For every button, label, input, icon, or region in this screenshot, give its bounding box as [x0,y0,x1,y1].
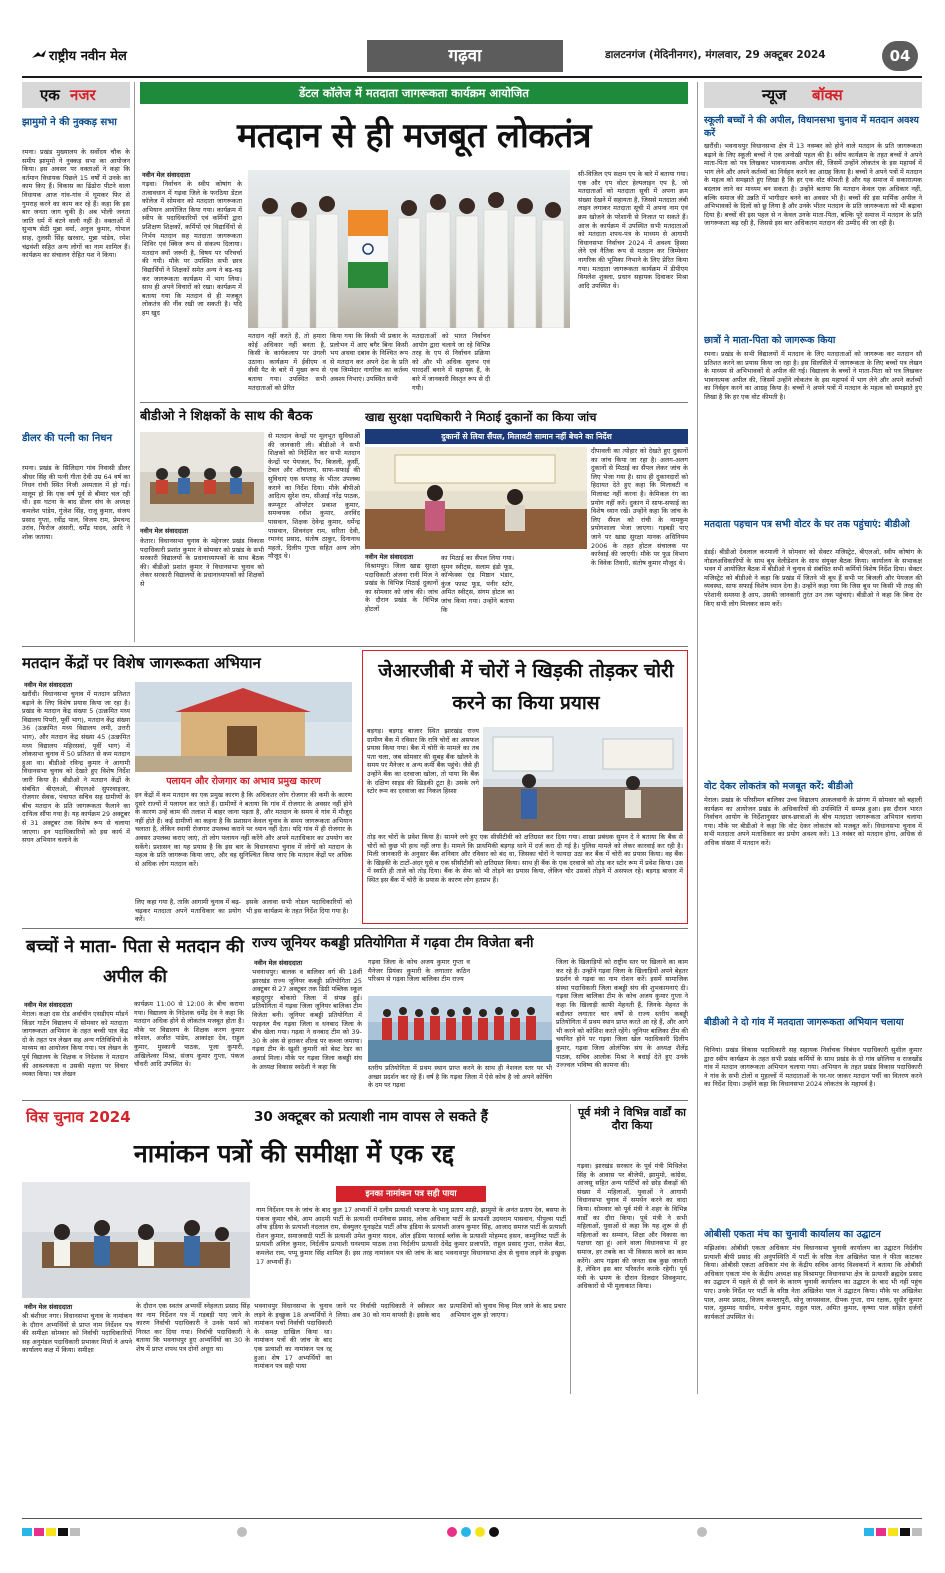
election-inner-box [256,1182,566,1298]
left-column-rule [134,82,135,642]
food-body1: विश्रामपुर। जिला खाद्य सुरक्षा पदाधिकारी अंजना रानी मिंज ने प्रखंड के विभिन्न मिठाई दुकानों का सोमवार को जांच की। जांच के दौरान प्रखंड के विभिन्न होटलों [365,562,438,613]
theft-headline: जेआरजीबी में चोरों ने खिड़की तोड़कर चोरी करने का किया प्रयास [378,660,674,714]
election-headline: नामांकन पत्रों की समीक्षा में एक रद्द [133,1139,455,1168]
right-s4-body: मेराल। प्रखंड के परिसीमन बालिका उच्च विद्यालय आकलवानी के प्रांगण में सोमवार को बहाली कार्यक्रम का आयोजन प्रखंड के अधिकारियों की उपस्थिति में सम्पन्न हुआ। इस दौरान भारत निर्वाचन आयोग के निर्देशानुसार छात्र-छात्राओं के बीच मतदाता जागरूकता अभियान चलाया गया। मौके पर बीडीओ ने कहा कि वोट देकर लोकतंत्र को मजबूत करें। विधानसभा चुनाव में सभी मतदाता अपने मताधिकार का प्रयोग अवश्य करें। 13 नवंबर को मतदान होगा, अधिक से अधिक संख्या में मतदान करें। [704,796,922,847]
campaign-box [135,774,352,898]
lead-headline: मतदान से ही मजबूत लोकतंत्र [236,116,592,156]
color-registration-strip [22,1524,922,1538]
footer-rule [22,1518,922,1519]
election-body3: भवनाथपुर विधानसभा के चुनाव लड़ने के इच्छुक 18 अभ्यर्थियों ने नामांकन पर्चा निर्वाची पदाधिकारी के समक्ष दाखिल किया था। नामांकन पत्रों की जांच के बाद एक प्रत्याशी का नामांकन पत्र रद्द हुआ। शेष 17 अभ्यर्थियों का नामांकन पत्र सही पाया [254,1302,332,1371]
election-byline: नवीन मेल संवाददाता [24,1303,73,1311]
lead-body-c3: मतदाताओं को भारत निर्वाचन आयोग द्वारा चलाये जा रहे विभिन्न तरह के एप से निर्वाचन प्रक्रिया को और भी अधिक सुलभ एवं पारदर्शी बनाने में सहायक हैं, के बारे में जानकारी विस्तृत रूप से दी गयी। [412,332,490,392]
campaign-photo [135,682,352,772]
campaign-box-body: इन केंद्रों में कम मतदान का एक प्रमुख कारण है कि अधिकतर लोग रोजगार की कमी के कारण दूसरे राज्यों में पलायन कर जाते हैं। ग्रामीणों ने बताया कि गांव में रोजगार के अवसर नहीं होने के कारण उन्हें काम की तलाश में बाहर जाना पड़ता है, और मतदान के समय वे गांव में मौजूद नहीं होते हैं। कई ग्रामीणों का कहना है कि प्रशासन केवल चुनाव के समय जागरूकता अभियान चलाता है, लेकिन स्थायी रोजगार उपलब्ध कराने पर ध्यान नहीं देता। यदि गांव में ही रोजगार के अवसर उपलब्ध कराए जाएं, तो लोग पलायन नहीं करेंगे और अपने मताधिकार का उपयोग कर सकेंगे। प्रशासन का यह प्रयास है कि इस बार के विधानसभा चुनाव में लोगों को मतदान के महत्व के प्रति जागरूक किया जाए, और वह सुनिश्चित किया जाए कि मतदान केंद्रों पर अधिक से अधिक लोग मतदान करें। [135,791,352,868]
election-body5: प्रत्याशियों को चुनाव चिन्ह मिल जाने के बाद प्रचार अभियान शुरू हो जाएगा। [450,1302,566,1319]
election-kicker: 30 अक्टूबर को प्रत्याशी नाम वापस ले सकते हैं [254,1109,488,1125]
kabaddi-body2: गढ़वा जिला के कोच अजय कुमार गुप्ता व मैनेजर प्रियंका कुमारी के लगातार कठिन परिश्रम से गढ़वा जिला बालिका टीम राज्य [368,958,470,984]
lead-photo [248,170,570,328]
dateline: डालटनगंज (मेदिनीनगर), मंगलवार, 29 अक्टूबर 2024 [605,49,826,61]
children-body2: कार्यक्रम 11:00 से 12:00 के बीच कराया गया। विद्यालय के निदेशक धर्मेंद्र देव ने कहा कि मतदान अधिक होने से लोकतंत्र मजबूत होता है। मौके पर विद्यालय के शिक्षक करण कुमार कोशल, अजीत पांडेय, आकांक्षा देव, राहुल कुमार, मुस्कानी पाठक, पूजा कुमारी, अखिलेश्वर मिश्रा, संजय कुमार गुप्ता, पंकज चौधरी आदि उपस्थित थे। [134,1000,244,1069]
children-headline: बच्चों ने माता- पिता से मतदान की अपील की [25,937,245,987]
lead-bottom-rule [140,402,688,403]
election-body4: जाने पर निर्वाची पदाधिकारी ने स्वीकार कर लिया। अब 30 को नाम वापसी है। इसके बाद [336,1302,446,1319]
news-box-label-a: न्यूज [762,86,787,104]
bdo-body2: से मतदान केन्द्रों पर मूलभूत सुविधाओं की जानकारी ली। बीडीओ ने सभी शिक्षकों को निर्देशित कर सभी मतदान केन्द्रों पर पेयजल, रैंप, बिजली, कुर्सी, टेबल और शौचालय, साफ-सफाई की सुविधाएं एक सप्ताह के भीतर उपलब्ध कराने का निर्देश दिया। मौके बीपीओ आदित्य सुरेश राम, सीआई नरेंद्र पाठक, कम्प्यूटर ऑपरेटर प्रकाश कुमार, समन्वयक रवीश कुमार, अरविंद पासवान, शिक्षक देवेन्द्र कुमार, धर्मेन्द्र पासवान, शिवनंदन राम, सरिता देवी, रमानंद प्रसाद, संतोष ठाकुर, दिनानाथ महतो, दिलीप गुप्ता सहित अन्य लोग मौजूद थे। [268,432,360,561]
right-column-rule [697,82,698,1394]
election-inner-title-band [336,1186,486,1202]
bird-icon [32,49,46,59]
lead-kicker-band [140,82,688,104]
election-top-rule [22,1100,688,1101]
campaign-headline: मतदान केंद्रों पर विशेष जागरूकता अभियान [22,654,261,672]
campaign-box-title: पलायन और रोजगार का अभाव प्रमुख कारण [166,776,321,787]
food-byline: नवीन मेल संवाददाता [365,553,414,561]
news-box-header [704,82,922,108]
left-story2-title: डीलर की पत्नी का निधन [22,433,113,444]
middle-band-rule [22,646,688,647]
right-s2-body: रमना। प्रखंड के सभी विद्यालयों में मतदान के लिए मतदाताओं को जागरूक कर मतदान सौ प्रतिशत करने का प्रयास किया जा रहा है। इस सिलसिले में जागरूकता के लिए बच्चों पत्र लेखन के माध्यम से अभिभावकों से अपील की गई। विद्यालय के बच्चों ने माता-पिता को पत्र लिखकर भावनात्मक अपील की, जिसमें उन्होंने लोकतंत्र के इस महापर्व में भाग लेने और अपने कर्तव्यों का निर्वहन करने का आग्रह किया है। बच्चों ने अपने पत्रों में मतदान के महत्व को समझाते हुए लिखा है कि हर एक वोट कीमती है। [704,350,922,401]
children-body1: मेराल। कक्षा दस रोड अर्वाचीन एसडीएम मॉडर्न किंडर गार्टेन विद्यालय में सोमवार को मतदाता जागरूकता अभियान के तहत बच्ची पात्र केंद्र दो के तहत पत्र लेखन सह अन्य गतिविधियों के माध्यम का आयोजन किया गया। पत्र लेखन के पूर्व विद्यालय के शिक्षक व निदेशक ने मतदान की आवश्यकता व उसकी महत्ता पर विचार व्यक्त किया। पत्र लेखन [22,1010,128,1079]
right-s3-body: डंडई। बीडीओ देवलाल करमाली ने सोमवार को सेक्टर मजिस्ट्रेट, बीएलओ, स्वीप कोषांग के नोडलअधिकारियों के साथ बूथ वेलीडेशन के साथ संयुक्त बैठक किया। कार्यालय के सभाकक्ष भवन में आयोजित बैठक में बीडीओ ने चुनाव से संबंधित सभी कर्मियों विशेष निर्देश दिया। सेक्टर मजिस्ट्रेट को बीडीओ ने कहा कि प्रखंड में जितने भी बूथ हैं सभी पर बिजली और पेयजल की व्यवस्था, साफ सफाई विशेष ध्यान देना है। उन्होंने कहा गया कि जिस बूथ पर किसी भी तरह की परेशानी समस्या है आप, उसकी जानकारी तुरंत उन तक पहुंचाएं। बीडीओ ने कहा कि बिना देर किए सभी लोग मिलकर काम करें। [704,548,922,608]
lead-byline: नवीन मेल संवाददाता [142,171,191,179]
election-inner-body: नाम निर्देशन पत्र के जांच के बाद कुल 17 अभ्यर्थी में दलीय प्रत्याशी भाजपा के भानु प्रताप शाही, झामुमो के अनंत प्रताप देव, बसपा के पंकज कुमार चौबे, आम आदमी पार्टी के प्रत्याशी रामनिवास प्रसाद, लोक अधिकार पार्टी के प्रत्याशी उदयराम पासवान, पीपुल्स पार्टी ऑफ इंडिया के प्रत्याशी नंदलाल राम, सेक्युलर यूनाइटेड पार्टी ऑफ इंडिया के प्रत्याशी अजय कुमार सिंह, आजाद समाज पार्टी के प्रत्याशी रोशन कुमार, समाजवादी पार्टी के प्रत्याशी उमेश कुमार यादव, ऑल इंडिया फारवर्ड ब्लॉक के प्रत्याशी मोहम्मद हसन, कम्युनिस्ट पार्टी के प्रत्याशी अनिल कुमार, निर्दलीय प्रत्याशी घनश्याम पाठक तथा निर्दलीय प्रत्याशी देवेंद्र कुमार प्रजापति, राहुल प्रसाद गुप्ता, राजेश बैठा, कमलेश राम, पप्पू कुमार सिंह शामिल हैं। इस तरह नामांकन पत्र की जांच के बाद भवनाथपुर विधानसभा क्षेत्र से चुनाव लड़ने के इच्छुक 17 अभ्यर्थी हैं। [256,1206,566,1266]
brand-logo [32,46,162,70]
right-s5-title: बीडीओ ने दो गांव में मतदाता जागरूकता अभियान चलाया [704,1017,904,1028]
kabaddi-body1: भवनाथपुर। बालक व बालिका वर्ग की 18वीं झारखंड राज्य जूनियर कबड्डी प्रतियोगिता 25 अक्टूबर से 27 अक्टूबर तक डिग्री पब्लिक स्कूल बहादुरपुर बोकारो जिला में संपन्न हुई। प्रतियोगिता में गढ़वा जिला जूनियर बालिका टीम विजेता बनी। जूनियर कबड्डी प्रतियोगिता में फाइनल मैच गढ़वा जिला व धनबाद जिला के बीच खेला गया। गढ़वा ने धनबाद टीम को 39-30 के अंक से हराकर शील्ड पर कब्जा जमाया। गढ़वा टीम के खुशी कुमारी को बेस्ट रेडर का अवार्ड मिला। मौके पर गढ़वा जिला कबड्डी संघ के अध्यक्ष विकास स्वदेशी ने कहा कि [252,968,362,1071]
theft-body-bottom: तोड़ कर चोरों के प्रवेश किया है। सामने लगे हुए एक सीसीटीवी को क्षतिग्रस्त कर दिया गया। शाखा प्रबंधक सुमन दे ने बताया कि बैंक से चोरों को कुछ भी हाथ नहीं लगा है। मामले कि प्राथमिकी बड़गड़ थाने में दर्ज करा दी गई है। पुलिस मामले को लेकर कारवाई कर रही है। मिली जानकारी के अनुसार बैंक शनिवार और रविवार को बंद था, जिसका चोरों ने फायदा उठा कर बैंक में चोरी का प्रयास किया। वह बैंक के खिड़की के टाटों-अंदर घुसे व एक सीसीटीवी को क्षतिग्रस्त किया। साथ ही बैंक के एक दरवाजे को तोड़ कर स्टोर रूम में प्रवेश किया। उस में स्वाति ही ताले को तोड़ दिया। बैंक के सेफ को भी तोड़ने का प्रयास किया, लेकिन चोर उसको तोड़ने में असफल रहे। बड़गड़ बाजार में स्थित इस बैंक में चोरी के प्रयास के कारण लोग हतप्रभ हैं। [367,833,683,884]
brand-name: राष्ट्रीय नवीन मेल [49,49,127,64]
food-kicker: दुकानों से लिया सैंपल, मिलावटी सामान नहीं बेचने का निर्देश [441,432,612,441]
page-number: 04 [882,41,918,71]
news-box-label-b: बॉक्स [812,86,843,104]
kabaddi-photo [368,996,552,1062]
ek-nazar-label-a: एक [40,86,60,104]
bdo-byline: नवीन मेल संवाददाता [140,527,189,535]
election-label-box [22,1104,170,1130]
right-s6-body: मझिआंव। ओबीसी एकता अधिकार मंच विधानसभा चुनावी कार्यालय का उद्घाटन निर्दलीय प्रत्याशी बीपी प्रसाद की अनुपस्थिति में पार्टी के वरिष्ठ नेता अखिलेश पाल ने फीता काटकर किया। ओबीसी एकता अधिकार मंच के केंद्रीय सचिव आनंद विश्वकर्मा ने बताया कि ओबीसी अधिकार एकता मंच के केंद्रीय अध्यक्ष सह विश्रामपुर विधानसभा क्षेत्र के प्रत्याशी ब्रह्मदेव प्रसाद का उद्घाटन में पहले से ही जाने के कारण चुनावी कार्यालय का उद्घाटन के बाद भी नहीं पहुंच पाए। उनके निर्देश पर पार्टी के वरिष्ठ नेता अखिलेश पाल ने उद्घाटन किया। मौके पर अखिलेश पाल, अमर प्रसाद, विजय कमलापुरी, सोनू जायसवाल, दीपक गुप्ता, राम रक्षक, सुधीर कुमार पाल, मुहम्मद यासीन, मनोज कुमार, राहुल पाल, अमित कुमार, कृष्णा पाल सहित दर्जनों कार्यकर्ता उपस्थित थे। [704,1244,922,1321]
bdo-headline: बीडीओ ने शिक्षकों के साथ की बैठक [140,409,313,424]
election-body1: श्री बंशीधर नगर। विधानसभा चुनाव के नामांकन के दौरान अभ्यर्थियों से प्राप्त नाम निर्देशन पत्र की समीक्षा सोमवार को निर्वाची पदाधिकारियों सह अनुमंडल पदाधिकारी प्रभाकर मिर्धा ने अपने कार्यालय कक्ष में किया। समीक्षा [22,1312,132,1355]
left-story2-body: रमना। प्रखंड के सिलिदाग गांव निवासी डीलर श्रीधर सिंह की पत्नी गीता देवी उम्र 64 वर्ष का निधन रांची स्थित निजी अस्पताल में हो गई। मालूम हो कि एक वर्ष पूर्व से बीमार चल रही थी। इस घटना के बाद डीलर संघ के अध्यक्ष कमलेश पांडेय, गुंजेश सिंह, राजू कुमार, संजय प्रसाद गुप्ता, रवींद्र पाल, विजय राम, प्रेमचन्द उरांव, फिरोज अंसारी, धर्मेंद्र यादव, आदि ने शोक जताया। [22,464,130,541]
kabaddi-body3: जिला के खिलाड़ियों को राष्ट्रीय स्तर पर खिलाने का काम कर रहे हैं। उन्होंने गढ़वा जिला के खिलाड़ियों अपने बेहतर प्रदर्शन से गढ़वा का नाम रोशन करें। इसमें सामाजिक संस्था पदाधिकारी जिला कबड्डी संघ की शुभकामनाएं दी। गढ़वा जिला बालिका टीम के कोच अजय कुमार गुप्ता ने कहा कि खिलाड़ी काफी मेहनती हैं, जिनके मेहनत के बदौलत लगातार चार वर्षों से राज्य स्तरीय कबड्डी प्रतियोगिता में प्रथम स्थान प्राप्त करते आ रहे हैं, और आगे भी करने को कोशिश करते रहेंगे। जूनियर बालिका टीम की चयनित होने पर गढ़वा जिला खेल पदाधिकारी दिलीप कुमार, गढ़वा जिला ओलंपिक संघ के अध्यक्ष शैलेंद्र पाठक, सचिव आलोक मिश्रा ने बधाई देते हुए उनके उज्ज्वल भविष्य की कामना की। [556,958,688,1070]
ex-minister-box [570,1104,688,1394]
kabaddi-body-under: स्तरीय प्रतियोगिता में प्रथम स्थान प्राप्त करने के साथ ही नेशनल स्तर पर भी अच्छा प्रदर्शन कर रहे हैं। वर्ष है कि गढ़वा जिला में ऐसे कोच है जो अपने कोचिंग के दम पर गढ़वा [368,1064,552,1090]
right-s5-body: चिनियां। प्रखंड विकास पदाधिकारी सह सहायक निर्वाचक निबंधन पदाधिकारी सुशील कुमार द्वारा स्वीप कार्यक्रम के तहत सभी प्रखंड कर्मियों के साथ प्रखंड के दो गांव छोलिया व राजखोंड गांव में मतदान जागरूकता अभियान चलाया गया। अभियान के तहत प्रखंड विकास पदाधिकारी ने गांव के सभी टोलों व मुहल्लों में मतदाताओं के घर-घर जाकर मतदान पर्ची का वितरण करने का निर्देश दिया। उन्होंने कहा कि विधानसभा 2024 लोकतंत्र के महापर्व है। [704,1046,922,1089]
masthead-rule [22,76,922,78]
right-s3-title: मतदाता पहचान पत्र सभी वोटर के घर तक पहुंचाएं: बीडीओ [704,519,910,530]
election-photo [22,1182,250,1298]
left-column [22,82,130,642]
ex-minister-body: गढ़वा। झारखंड सरकार के पूर्व मंत्री मिथिलेश सिंह के आवास पर बीजेपी, झामुमो, कांग्रेस, आजसू सहित अन्य पार्टियों को छोड़ सैकड़ों की संख्या में महिलाओं, युवाओं ने आगामी विधानसभा चुनाव में समर्थन करने का वादा किया। सोमवार को पूर्व मंत्री ने शहर के विभिन्न वार्डों का दौरा किया। पूर्व मंत्री ने सभी महिलाओं, युवाओं से कहा कि यह शुरू से ही महिलाओं का सम्मान, शिक्षा और विकास का पक्षधर रहा हूं। आने वाला विधानसभा में हर समाज, हर तबके का भी विकास करने का काम करेंगे। आप गढ़वा की जनता सब कुछ जानती है, लेकिन इस बार परिवर्तन करके रहेगी। पूर्व मंत्री के भ्रमण के दौरान दिलदार शिवकुमार, अधिकारों से भी मुलाकात किया। [577,1162,687,1291]
food-body2: का मिठाई का सैंपल लिया गया। सुमन स्वीट्स, सलाम इंडो फूड, कॉन्फेक्स एंड मिष्ठान भंडार, कुंज फास्ट फूड, पनीर स्टोर, अमित स्वीट्स, संगम होटल का जांच किया गया। उन्होंने बताया कि [441,554,514,614]
bdo-body1: केतार। विधानसभा चुनाव के मद्देनजर प्रखंड विकास पदाधिकारी प्रशांत कुमार ने सोमवार को प्रखंड के सभी सरकारी विद्यालयों के प्रधानाध्यापकों के साथ बैठक की। बीडीओ प्रशांत कुमार ने विधानसभा चुनाव को लेकर सरकारी विद्यालयों के प्रधानाध्यापकों को शिक्षकों से [140,537,264,588]
right-column [704,82,922,1394]
food-body3: दीपावली का त्योहार को देखते हुए दुकानों का जांच किया जा रहा है। अलग-अलग दुकानों से मिठाई का सैंपल लेकर जांच के लिए भेजा गया है। साथ ही दुकानदारों को हिदायत देते हुए कहा कि मिलावटी व मिलावट नहीं करना है। केमिकल रंग का प्रयोग नहीं करें। दुकान में साफ-सफाई का विशेष ध्यान रखें। उन्होंने कहा कि जांच के लिए सैंपल को रांची के नामकुम प्रयोगशाला भेजा जाएगा। गड़बड़ी पाए जाने पर खाद्य सुरक्षा मानक अधिनियम 2006 के तहत होटल संचालक पर कार्रवाई की जाएगी। मौके पर फूड विभाग के विवेक तिवारी, संतोष कुमार मौजूद थे। [591,447,688,567]
section-title: गढ़वा [448,46,482,66]
election-label: विस चुनाव 2024 [26,1108,131,1126]
bdo-photo [140,432,264,522]
theft-box [362,650,688,924]
right-s1-title: स्कूली बच्चों ने की अपील, विधानसभा चुनाव में मतदान अवश्य करें [704,115,919,139]
right-s1-body: खरौंधी। भवनाथपुर विधानसभा क्षेत्र में 13 नवम्बर को होने वाले मतदान के प्रति जागरूकता बढ़ाने के लिए स्कूली बच्चों ने एक अनोखी पहल की है। स्वीप कार्यक्रम के तहत बच्चों ने अपने माता-पिता को पत्र लिखकर भावनात्मक अपील की, जिसमें उन्होंने लोकतंत्र के इस महापर्व में भाग लेने और अपने कर्तव्यों का निर्वहन करने का आग्रह किया है। बच्चों ने अपने पत्रों में मतदान के महत्व को समझाते हुए लिखा है कि हर एक वोट कीमती है और यह समाज में सकारात्मक बदलाव लाने का माध्यम बन सकता है। उन्होंने बताया कि मतदान केवल एक अधिकार नहीं, बल्कि समाज की उन्नति में भागीदार बनने का अवसर भी है। बच्चों की इस मार्मिक अपील ने अभिभावकों के दिलों को छू लिया है और उनके भीतर मतदान के प्रति जागरूकता को भी बढ़ावा दिया है। बच्चों की इस पहल से न केवल उनके माता-पिता, बल्कि पूरे समाज में मतदान के प्रति जागरूकता बढ़ रही है, जिससे इस बार अधिकतम मतदान की उम्मीद की जा रही है। [704,142,922,228]
section-tab [367,40,563,72]
lead-kicker: डेंटल कॉलेज में मतदाता जागरूकता कार्यक्रम आयोजित [299,86,529,100]
right-s4-title: वोट देकर लोकतंत्र को मजबूत करें: बीडीओ [704,781,853,792]
lead-body-c2: किया गया कि किसी भी प्रकार के प्रलोभन में आए बगैर बिना किसी भय अथवा दबाव के निश्चित रूप से मतदान कर अपने देश के प्रति एक जिम्मेदार नागरिक का कर्तव्य अवश्य निभाएं। उपस्थित सभी [330,332,408,383]
campaign-byline: नवीन मेल संवाददाता [24,681,73,689]
food-photo [365,447,587,549]
lead-body-right: सी-विजिल एप सक्षम एप के बारे में बताया गया। एक और एप वोटर हेल्पलाइन एप है, जो मतदाताओं को मतदाता सूची में अपना क्रम संख्या देखने में सहायता है, जिससे मतदाता लंबी लाइन लगाकर मतदाता सूची में अपना नाम एवं क्रम खोजने के परेशानी से निजात पा सकते हैं। आज के कार्यक्रम में उपस्थित सभी मतदाताओं को मतदाता शपथ-पत्र के माध्यम से आगामी विधानसभा निर्वाचन 2024 में अवश्य हिस्सा लेने एवं नैतिक रूप से मतदान कर जिम्मेवार नागरिक की भूमिका निभाने के लिए प्रेरित किया गया। मतदाता जागरूकता कार्यक्रम में डीपीएम विमलेश शुक्ला, प्रधान सहायक दिवाकर मिश्रा आदि उपस्थित थे। [578,170,688,290]
right-s6-title: ओबीसी एकता मंच का चुनावी कार्यालय का उद्घाटन [704,1229,881,1240]
food-headline: खाद्य सुरक्षा पदाधिकारी ने मिठाई दुकानों का किया जांच [365,410,597,424]
election-inner-title: इनका नामांकन पत्र सही पाया [365,1189,457,1199]
election-body2: के दौरान एक स्वतंत्र अभ्यर्थी स्नेहलता प्रसाद सिंह का नाम निर्देशन पत्र में गड़बड़ी पाए जाने के कारण निर्वाची पदाधिकारी ने उनके फार्म को निरस्त कर दिया गया। निर्वाची पदाधिकारी ने बताया कि भवनाथपुर हुए अभ्यर्थियों का 30 के शेष में प्राप्त शपथ पत्र दोनों अधूरा था। [136,1302,250,1353]
kabaddi-headline: राज्य जूनियर कबड्डी प्रतियोगिता में गढ़वा टीम विजेता बनी [252,935,534,951]
lower-band-rule [22,928,688,929]
campaign-foot1: लिए कहा गया है, ताकि आगामी चुनाव में बढ़-चढ़कर मतदाता अपने मताधिकार का प्रयोग करें। [135,898,241,924]
masthead [22,38,922,76]
theft-body-top: बड़गड़। बड़गड़ बाजार स्थित झारखंड राज्य ग्रामीण बैंक में रविवार कि रात्रि चोरों का असफल प्रयास किया गया। बैंक में चोरी के मामले का तब पता चला, जब सोमवार की सुबह बैंक खोलने के समय पर मैनेजर व अन्य कर्मी बैंक पहुंचे। जैसे ही उन्होंने बैंक का दरवाजा खोला, तो पाया कि बैंक के दक्षिण साइड की खिड़की टूटा है। उसके लगे स्टोर रूम का दरवाजा का निकल हिस्सा [367,727,479,796]
ek-nazar-header [22,82,130,108]
children-byline: नवीन मेल संवाददाता [24,1001,73,1009]
food-kicker-band [365,429,688,444]
ex-minister-headline: पूर्व मंत्री ने विभिन्न वार्डों का दौरा किया [578,1106,686,1132]
ek-nazar-label-b: नजर [70,86,96,104]
campaign-body: खरौंधी। विधानसभा चुनाव में मतदान प्रतिशत बढ़ाने के लिए विशेष प्रयास किया जा रहा है। प्रखंड के मतदान केंद्र संख्या 5 (उत्क्रमित मध्य विद्यालय पिपरी, पूर्वी भाग), मतदान केंद्र संख्या 36 (उत्क्रमित मध्य विद्यालय लमी, उत्तरी भाग), और मतदान केंद्र संख्या 45 (उत्क्रमित मध्य विद्यालय महिरसवां, पूर्वी भाग) में लोकसभा चुनाव में 50 प्रतिशत से कम मतदान हुआ था। बीडीओ रविन्द्र कुमार ने आगामी विधानसभा चुनाव को देखते हुए विशेष निर्देश जारी किया है। बीडीओ ने मतदान केंद्रों के संबंधित बीएलओ, बीएलओ सुपरवाइजर, रोजगार सेवक, पंचायत सचिव सह ग्रामीणों के बीच मतदान के प्रति जागरूकता फैलाने का दायित्व सौंपा गया है। यह कार्यक्रम 29 अक्टूबर से 31 अक्टूबर तक विशेष रूप से चलाया जाएगा। इन पदाधिकारियों को इस कार्य में सघन अभियान चलाने के [22,690,130,845]
kabaddi-byline: नवीन मेल संवाददाता [254,959,303,967]
left-story1-body: रमना। प्रखंड मुख्यालय के सर्वोदय चौक के समीप झामुमो ने नुक्कड़ सभा का आयोजन किया। इस अवसर पर वक्ताओं ने कहा कि वर्तमान विधायक पिछले 15 वर्षों में उनके का काम किए हैं। विकास का ढिंढोरा पीटने वाला विधायक आज गांव-गांव में घूमकर फिर से गुमराह करने का काम कर रहे हैं। कहा कि इस बार जनता जाग चुकी है। अब भोली जनता जाति धर्म में बंटने वाली नहीं है। वक्ताओं में सुभाष सेठी मुन्ना वर्मा, अनुज कुमार, गोपाल साह, तुलसी सिंह खरवार, मुन्ना पांडेय, रमेश चंद्रवंशी सहित अन्य लोगों का नाम शामिल हैं। कार्यक्रम का संचालन रोहित यश ने किया। [22,148,130,260]
theft-photo [483,727,683,831]
left-story1-title: झामुमो ने की नुक्कड़ सभा [22,117,117,128]
right-s2-title: छात्रों ने माता-पिता को जागरूक किया [704,335,836,346]
lead-body-left: गढ़वा। निर्वाचन के स्वीप कोषांग के तत्वावधान में गढ़वा जिले के फरठिया डेंटल कॉलेज में सोमवार को मतदाता जागरूकता अभियान आयोजित किया गया। कार्यक्रम में स्वीप के पदाधिकारियों एवं कर्मियों द्वारा प्रशिक्षण शिक्षकों, कर्मियों एवं विद्यार्थियों से निर्भय मतदान सह मतदाता जागरूकता शिविर एवं क्विज रूप से संकल्प दिलाया। मतदान क्यों जरूरी है, विषय पर परिचर्चा की गयी। मौके पर उपस्थित सभी छात्र विद्यार्थियों ने शिक्षकों समेत अन्य ने बढ़-चढ़ कर जागरूकता कार्यक्रम में भाग लिया। साथ ही अपने विचारों को रखा। कार्यक्रम में बताया गया कि मतदान से ही मजबूत लोकतंत्र की नींव रखी जा सकती है। यदि हम खुद [142,180,242,317]
campaign-foot2: इसके अलावा सभी नोडल पदाधिकारियों को भी इस कार्यक्रम के तहत निर्देश दिया गया है। [246,898,352,915]
lead-body-c1: मतदान नहीं करते हैं, तो हमारा कोई अधिकार नहीं बनता है, किसी के कार्यकलाप पर उंगली उठाना। कार्यक्रम में ईवीएम व वीवी पैट के बारे में मुख्य रूप से बताया गया। उपस्थित सभी मतदाताओं को प्रेरित [248,332,326,392]
